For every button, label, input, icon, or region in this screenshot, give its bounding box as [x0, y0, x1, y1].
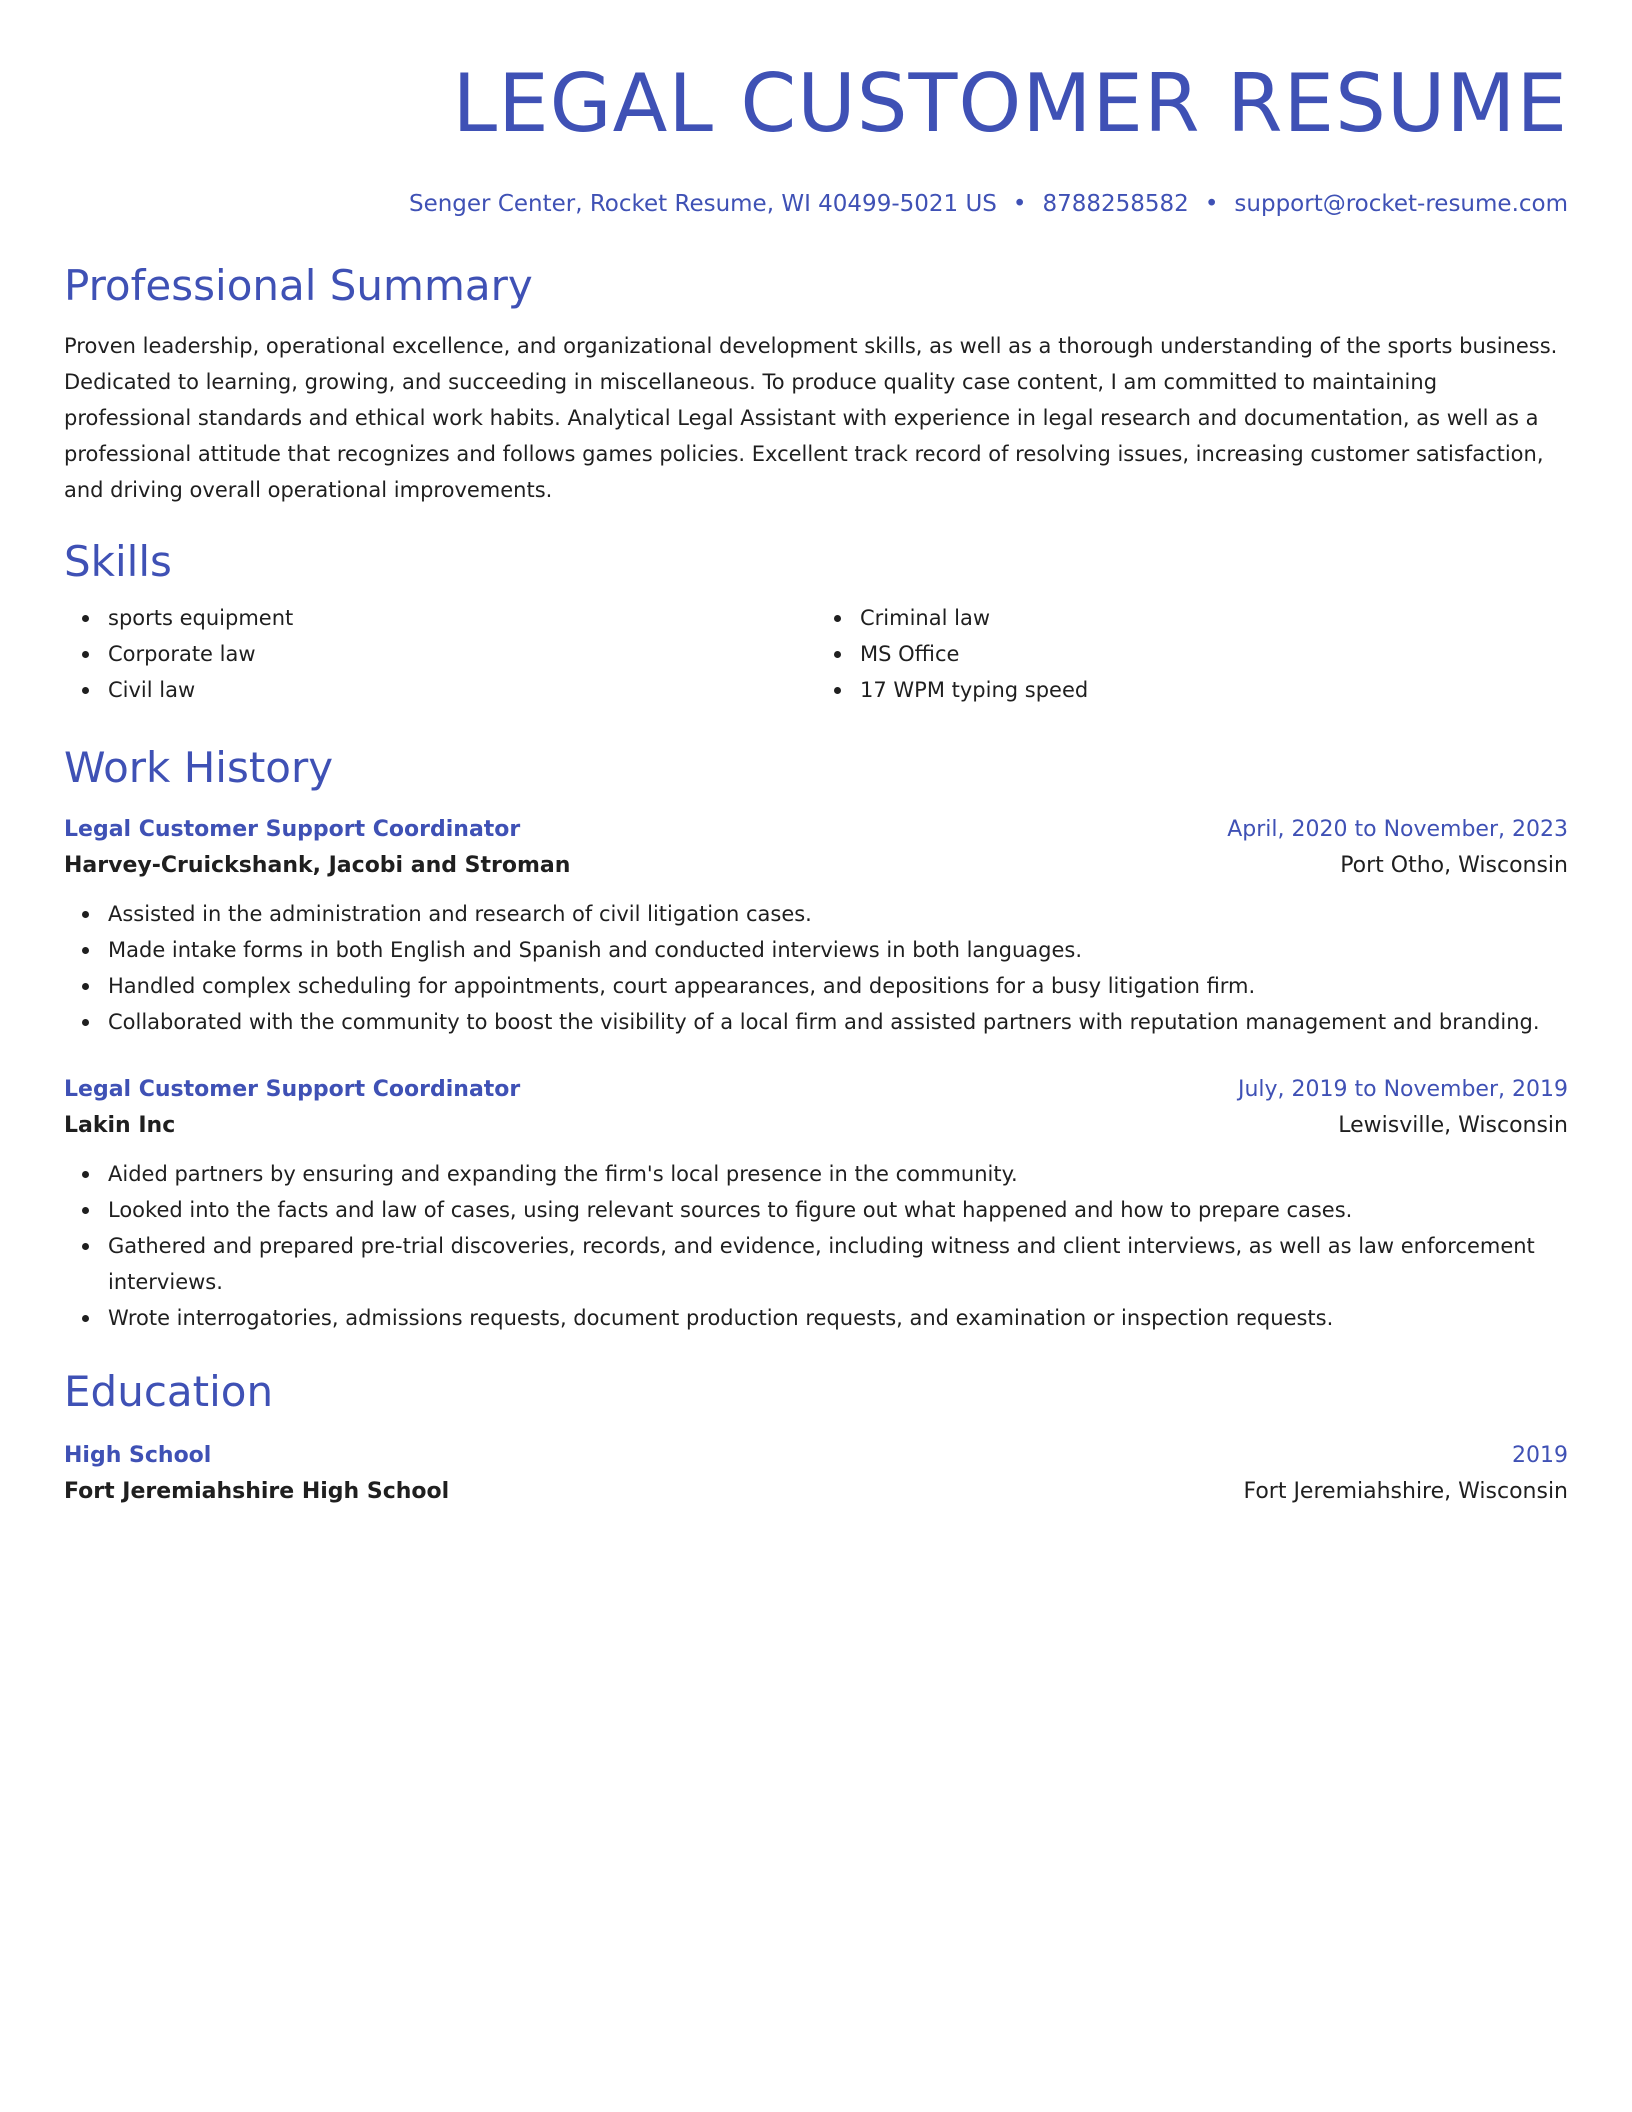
summary-text: Proven leadership, operational excellence, and organizational development skills, as well as a thorough understanding of the sports business. Dedicated to learning, growing, and succeeding in miscellaneous. To produce quality case content, I am committed to maintaining professional standards and ethical work habits. Analytical Legal Assistant with experience in legal research and documentation, as well as a professional attitude that recognizes and follows games policies. Excellent track record of resolving issues, increasing customer satisfaction, and driving overall operational improvements. [64, 334, 1558, 502]
job-employer-row [64, 1106, 1568, 1146]
job-header-row [64, 1074, 1568, 1106]
skill-item: sports equipment [108, 600, 816, 636]
job-header-row [64, 814, 1568, 846]
job-bullet: Looked into the facts and law of cases, using relevant sources to figure out what happened and how to prepare cases. [108, 1192, 1568, 1228]
job-bullet: Wrote interrogatories, admissions requests, document production requests, and examination or inspection requests. [108, 1300, 1568, 1336]
summary-section [64, 260, 1568, 508]
contact-phone: 8788258582 [1042, 191, 1189, 217]
resume-name: LEGAL CUSTOMER RESUME [452, 57, 1568, 150]
job-employer: Lakin Inc [64, 1113, 176, 1138]
job-dates: April, 2020 to November, 2023 [1227, 817, 1568, 842]
skill-item: MS Office [860, 636, 1568, 672]
contact-email: support@rocket-resume.com [1234, 191, 1568, 217]
education-location: Fort Jeremiahshire, Wisconsin [1243, 1479, 1568, 1504]
education-year: 2019 [1512, 1443, 1568, 1468]
skills-column-left [64, 600, 816, 708]
skill-item: Corporate law [108, 636, 816, 672]
skills-column-right [816, 600, 1568, 708]
education-header-row [64, 1440, 1568, 1472]
contact-separator: • [1204, 191, 1219, 217]
job-dates: July, 2019 to November, 2019 [1237, 1077, 1568, 1102]
job-bullet: Collaborated with the community to boost the visibility of a local firm and assisted partners with reputation management and branding. [108, 1004, 1568, 1040]
job-entry [64, 1074, 1568, 1336]
skill-item: Criminal law [860, 600, 1568, 636]
job-title: Legal Customer Support Coordinator [64, 1077, 521, 1102]
job-bullet: Assisted in the administration and research of civil litigation cases. [108, 896, 1568, 932]
job-entry [64, 814, 1568, 1040]
education-section [64, 1366, 1568, 1512]
skills-grid [64, 600, 1568, 708]
education-school: Fort Jeremiahshire High School [64, 1479, 450, 1504]
job-bullet: Made intake forms in both English and Spanish and conducted interviews in both languages. [108, 932, 1568, 968]
job-bullets [64, 1156, 1568, 1336]
job-bullet: Gathered and prepared pre-trial discoveries, records, and evidence, including witness and client interviews, as well as law enforcement interviews. [108, 1228, 1568, 1300]
resume-header [64, 56, 1568, 220]
contact-separator: • [1012, 191, 1027, 217]
skill-item: Civil law [108, 672, 816, 708]
job-employer-row [64, 846, 1568, 886]
job-bullet: Aided partners by ensuring and expanding the firm's local presence in the community. [108, 1156, 1568, 1192]
work-history-heading: Work History [64, 743, 334, 792]
education-degree: High School [64, 1443, 212, 1468]
job-bullets [64, 896, 1568, 1040]
job-bullet: Handled complex scheduling for appointments, court appearances, and depositions for a busy litigation firm. [108, 968, 1568, 1004]
skills-section [64, 536, 1568, 708]
education-school-row [64, 1472, 1568, 1512]
job-location: Port Otho, Wisconsin [1340, 853, 1568, 878]
contact-address: Senger Center, Rocket Resume, WI 40499-5021 US [408, 191, 997, 217]
education-entry [64, 1440, 1568, 1512]
job-title: Legal Customer Support Coordinator [64, 817, 521, 842]
job-location: Lewisville, Wisconsin [1338, 1113, 1568, 1138]
contact-line [64, 188, 1568, 220]
summary-heading: Professional Summary [64, 261, 533, 310]
skill-item: 17 WPM typing speed [860, 672, 1568, 708]
education-heading: Education [64, 1367, 274, 1416]
skills-heading: Skills [64, 537, 172, 586]
job-employer: Harvey-Cruickshank, Jacobi and Stroman [64, 853, 571, 878]
work-history-section [64, 742, 1568, 1336]
